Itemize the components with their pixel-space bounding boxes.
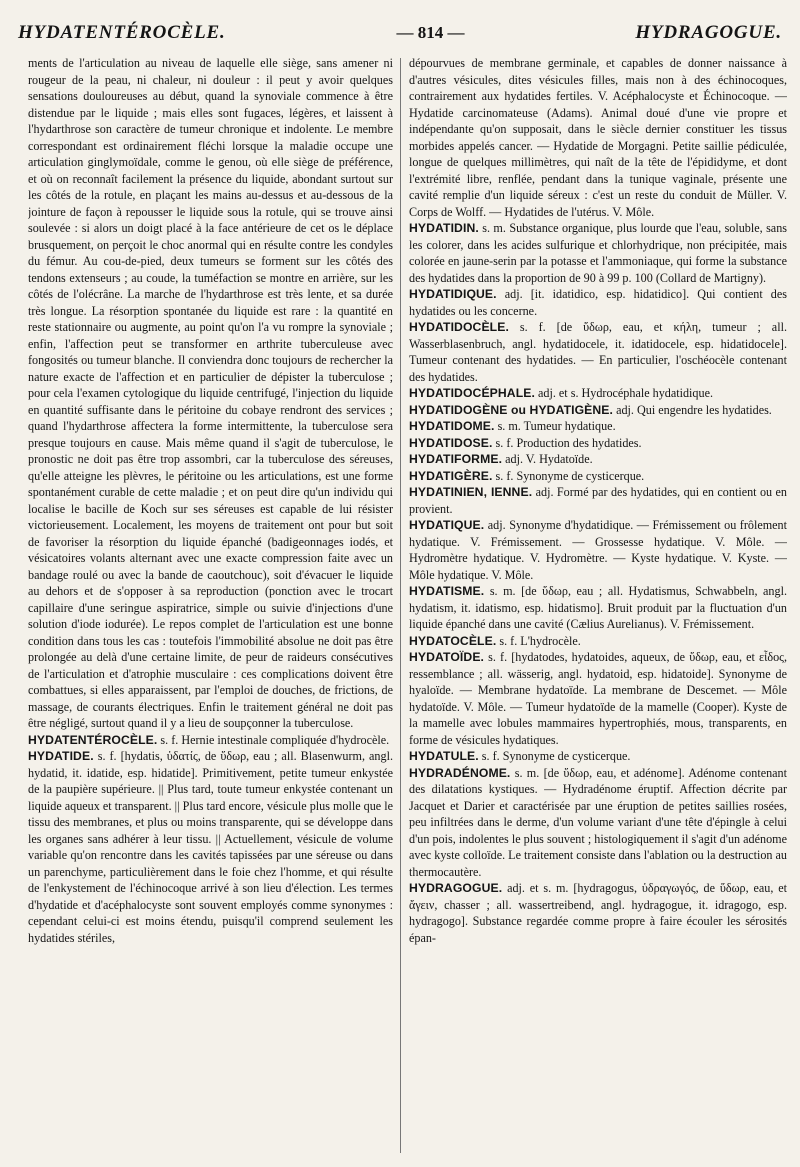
entry-headword: HYDATIDOCÉPHALE. (409, 386, 535, 400)
entry-headword: HYDATIDIQUE. (409, 287, 497, 301)
entry-text: adj. et s. Hydrocéphale hydatidique. (538, 386, 713, 400)
entry-headword: HYDRAGOGUE. (409, 881, 503, 895)
column-divider (400, 58, 401, 1153)
entry-text: adj. Synonyme d'hydatidique. — Frémissement ou frôlement hydatique. V. Frémissement. — Grossesse hydatique. V. Môle. — Hydromètre hydatique. V. Hydromètre. — Kyste hydatique. V. Kyste. — Môle hydatique. V. Môle. (409, 518, 787, 582)
entry-headword: HYDATOCÈLE. (409, 633, 497, 648)
dictionary-entry (409, 765, 787, 881)
dictionary-entry (409, 517, 787, 583)
header-left-title: HYDATENTÉROCÈLE. (18, 22, 226, 43)
dictionary-entry (409, 220, 787, 286)
entry-text: s. f. Synonyme de cysticerque. (481, 749, 631, 763)
entry-headword: HYDATISME. (409, 584, 485, 598)
entry-text: s. m. [de ὕδωρ, eau ; all. Hydatismus, Schwabbeln, angl. hydatism, it. idatismo, esp. hidatismo]. Bruit produit par la fluctuation d'un liquide épanché dans une cavité (Cælius Aurelianus). V. Frémissement. (409, 584, 787, 631)
entry-headword: HYDATIDIN. (409, 221, 479, 235)
entry-headword: HYDATIDOCÈLE. (409, 320, 509, 334)
entry-text: s. m. Substance organique, plus lourde que l'eau, soluble, sans les colorer, dans les acides sulfurique et chlorhydrique, non précipitée, mais colorée en jaune-serin par la potasse et l'ammoniaque, qui forme la substance des hydatides dans la proportion de 90 à 99 p. 100 (Collard de Martigny). (409, 221, 787, 285)
dictionary-entry (409, 484, 787, 517)
entry-headword: HYDATIFORME. (409, 452, 503, 466)
dictionary-entry (409, 319, 787, 385)
entry-continuation (409, 55, 787, 220)
dictionary-entry (409, 468, 787, 485)
dictionary-entry (409, 649, 787, 748)
entry-headword: HYDATIGÈRE. (409, 468, 493, 483)
entry-text: s. f. [de ὕδωρ, eau, et κήλη, tumeur ; all. Wasserblasenbruch, angl. hydatidocele, it. idatidocele, esp. hidatidocele]. Tumeur contenant des hydatides. — En particulier, l'oschéocèle contenant des hydatides. (409, 320, 787, 384)
page-header (18, 22, 782, 52)
entry-text: s. m. [de ὕδωρ, eau, et adénome]. Adénome contenant des dilatations kystiques. — Hydradénome éruptif. Affection décrite par Jacquet et Darier et caractérisée par une éruption de petites saillies rosées, peu infiltrées dans le derme, d'un volume variant d'une tête d'épingle à celui d'un pois, indolentes le plus souvent ; histologiquement il s'agit d'un adénome avec kyste colloïde. Le traitement consiste dans l'ablation ou la destruction au thermocautère. (409, 765, 787, 879)
dictionary-entry (409, 880, 787, 946)
dictionary-entry (409, 451, 787, 468)
entry-continuation (28, 55, 393, 732)
entry-text: s. f. [hydatodes, hydatoides, aqueux, de ὕδωρ, eau, et εἶδος, ressemblance ; all. wässerig, angl. hydatoid, esp. hidatoide]. Synonyme de hyaloïde. — Membrane hydatoïde. La membrane de Descemet. — Môle hydatoïde. V. Môle. — Tumeur hydatoïde de la mamelle (Cooper). Kyste de la mamelle avec lobules mammaires hypertrophiés, mous, transparents, en forme de vésicules hydatiques. (409, 650, 787, 747)
dictionary-entry (28, 732, 393, 749)
dictionary-entry (409, 286, 787, 319)
entry-headword: HYDATINIEN, IENNE. (409, 485, 533, 499)
entry-text: adj. V. Hydatoïde. (505, 452, 593, 466)
dictionary-entry (409, 748, 787, 765)
dictionary-entry (28, 748, 393, 946)
dictionary-entry (409, 583, 787, 633)
entry-headword: HYDATIDOSE. (409, 435, 493, 450)
page-number: — 814 — (396, 23, 465, 42)
dictionary-entry (409, 385, 787, 402)
entry-text: ments de l'articulation au niveau de laquelle elle siège, sans amener ni rougeur de la peau, ni chaleur, ni douleur : il peut y avoir quelques sensations douloureuses au début, quand la synoviale commence à être distendue par le liquide ; mais elles sont fugaces, légères, et laissent à l'hydarthrose son caractère de tumeur chronique et indolente. Le membre correspondant est ordinairement fléchi lorsque la maladie occupe une articulation ginglymoïdale, comme le genou, où elle siège de préférence, et où on reconnaît facilement la présence du liquide, abondant surtout sur les côtés de la rotule, en plaçant les mains au-dessus et au-dessous de la jointure de façon à repousser le liquide sous la rotule, qui se trouve ainsi soulevée : si alors un doigt placé à la face antérieure de cet os le déplace brusquement, on perçoit le choc anormal qui en résulte contre les condyles du fémur. Au cou-de-pied, deux tumeurs se forment sur les côtés des tendons extenseurs ; au coude, la tuméfaction se montre en arrière, sur les côtés de l'olécrâne. La marche de l'hydarthrose est très lente, et sa durée très longue. La résorption spontanée du liquide est rare : la quantité en reste stationnaire ou augmente, au point qu'on l'a vu rompre la synoviale ; enfin, l'affection peut se transformer en arthrite tuberculeuse avec fongosités ou tumeur blanche. Il conviendra donc toujours de rechercher la nature exacte de l'affection et en particulier de dépister la tuberculose ; pour cela l'examen cytologique du liquide centrifugé, l'injection du liquide en quantité suffisante dans le péritoine du cobaye rendront des services ; quand l'hydarthrose affectera la forme intermittente, la tuberculose sera presque toujours en cause. Mais même quand il s'agit de tuberculose, le pronostic ne doit pas être trop assombri, car la tuberculose des séreuses, qu'elle atteigne les plèvres, le péritoine ou les articulations, est une forme spontanément curable de cette maladie ; et on peut dire qu'un individu qui localise le bacille de Koch sur ses séreuses est capable de lui résister victorieusement. Localement, les moyens de traitement ont pour but soit de favoriser la résorption du liquide épanché (badigeonnages iodés, et vésicatoires volants alternant avec une exacte compression faite avec un bandage roulé ou avec la bande de caoutchouc), soit d'évacuer le liquide au dehors et de s'opposer à sa reproduction (ponction avec le trocart capillaire d'une seringue aspiratrice, simple ou suivie d'injections d'une solution d'iode iodurée). Le repos complet de l'articulation est une bonne condition dans tous les cas : toutefois l'immobilité absolue ne doit pas être prolongée au delà d'une certaine limite, de peur de raideurs consécutives de l'articulation et d'atrophie musculaire : ces complications doivent être combattues, si elles apparaissent, par l'emploi de douches, de frictions, de massage, de courants électriques. Enfin le traitement général ne doit pas être négligé, surtout quand il y a lieu de soupçonner la tuberculose. (28, 56, 393, 730)
entry-headword: HYDATIDOME. (409, 419, 495, 433)
entry-text: s. f. L'hydrocèle. (499, 633, 581, 648)
left-column (28, 55, 393, 1160)
entry-text: s. f. [hydatis, ὑδατίς, de ὕδωρ, eau ; all. Blasenwurm, angl. hydatid, it. idatide, esp. hidatide]. Primitivement, petite tumeur enkystée de la paupière supérieure. || Plus tard, toute tumeur enkystée contenant un liquide aqueux et transparent. || Plus tard encore, vésicule plus molle que le tissu des membranes, et plus ou moins transparente, qui se développe dans les organes sans adhérer à leur tissu. || Actuellement, vésicule de volume variable qu'on rencontre dans les cavités tapissées par une séreuse ou dans un parenchyme, particulièrement dans le foie chez l'homme, et qui résulte de l'enkystement de l'échinocoque arrivé à son lieu d'élection. Les termes d'hydatide et d'acéphalocyste sont souvent employés comme synonymes : cependant celui-ci est moins étendu, puisqu'il comprend seulement les hydatides stériles, (28, 749, 393, 945)
entry-text: adj. et s. m. [hydragogus, ὑδραγωγός, de ὕδωρ, eau, et ἄγειν, chasser ; all. wassertreibend, angl. hydragogue, it. idragogo, esp. hydragogo]. Substance regardée comme propre à faire écouler les sérosités épan- (409, 881, 787, 945)
header-right-title: HYDRAGOGUE. (635, 22, 782, 43)
right-column (409, 55, 787, 1160)
dictionary-entry (409, 402, 787, 419)
entry-text: adj. Qui engendre les hydatides. (616, 402, 772, 417)
entry-text: dépourvues de membrane germinale, et capables de donner naissance à d'autres vésicules, dites vésicules filles, mais non à des échinocoques, contrairement aux hydatides fertiles. V. Acéphalocyste et Échinocoque. — Hydatide carcinomateuse (Adams). Animal doué d'une vie propre et indépendante qu'on supposait, dans le siècle dernier constituer les tissus morbides appelés cancer. — Hydatide de Morgagni. Petite saillie pédiculée, longue de quelques millimètres, qui naît de la tête de l'épididyme, et dont l'extrémité libre, renflée, pendant dans la tunique vaginale, présente une cavité remplie d'un liquide séreux : c'est un reste du conduit de Müller. V. Corps de Wolff. — Hydatides de l'utérus. V. Môle. (409, 56, 787, 219)
entry-headword: HYDATULE. (409, 749, 479, 763)
entry-headword: HYDATIDE. (28, 749, 94, 763)
entry-headword: HYDATENTÉROCÈLE. (28, 732, 158, 747)
dictionary-entry (409, 633, 787, 650)
dictionary-entry (409, 435, 787, 452)
entry-headword: HYDATIDOGÈNE ou HYDATIGÈNE. (409, 402, 614, 417)
dictionary-entry (409, 418, 787, 435)
entry-text: adj. Formé par des hydatides, qui en contient ou en provient. (409, 485, 787, 516)
entry-headword: HYDRADÉNOME. (409, 765, 511, 780)
entry-text: s. f. Synonyme de cysticerque. (495, 468, 645, 483)
entry-text: s. m. Tumeur hydatique. (497, 419, 616, 433)
entry-text: s. f. Hernie intestinale compliquée d'hydrocèle. (160, 732, 390, 747)
entry-text: s. f. Production des hydatides. (495, 435, 642, 450)
entry-headword: HYDATOÏDE. (409, 650, 485, 664)
entry-text: adj. [it. idatidico, esp. hidatidico]. Qui contient des hydatides ou les concerne. (409, 287, 787, 318)
entry-headword: HYDATIQUE. (409, 518, 485, 532)
